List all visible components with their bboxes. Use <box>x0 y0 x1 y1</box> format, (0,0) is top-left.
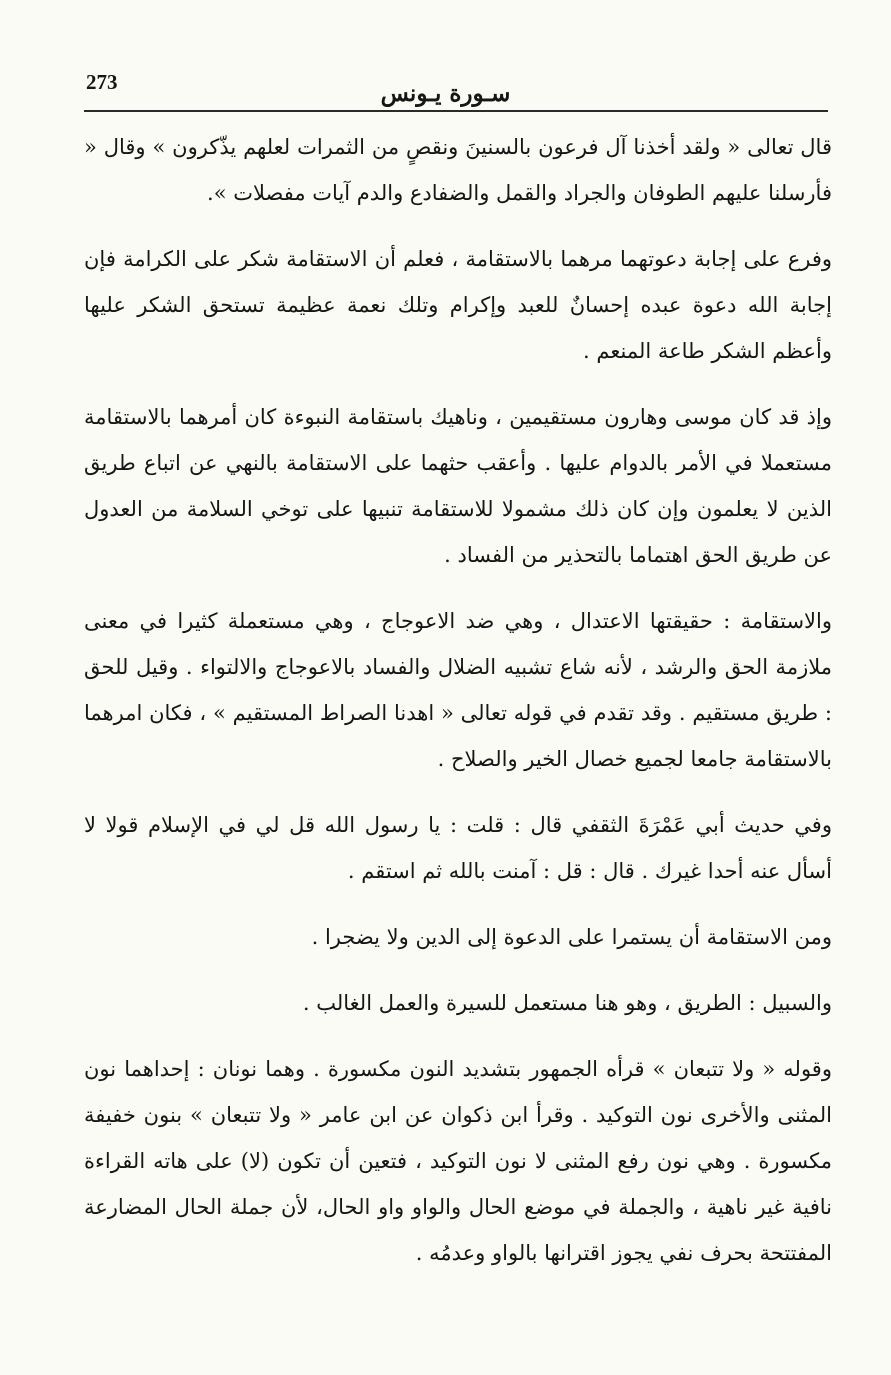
body-text <box>84 124 832 1276</box>
paragraph-3: وإذ قد كان موسى وهارون مستقيمين ، وناهيك باستقامة النبوءة كان أمرهما بالاستقامة مستعملا في الأمر بالدوام عليها . وأعقب حثهما على الاستقامة بالنهي عن اتباع طريق الذين لا يعلمون وإن كان ذلك مشمولا للاستقامة تنبيها على توخي السلامة من العدول عن طريق الحق اهتماما بالتحذير من الفساد . <box>84 405 832 567</box>
page-number: 273 <box>86 70 118 94</box>
paragraph-6: ومن الاستقامة أن يستمرا على الدعوة إلى الدين ولا يضجرا . <box>311 925 832 949</box>
paragraph-8: وقوله « ولا تتبعان » قرأه الجمهور بتشديد النون مكسورة . وهما نونان : إحداهما نون المثنى والأخرى نون التوكيد . وقرأ ابن ذكوان عن ابن عامر « ولا تتبعان » بنون خفيفة مكسورة . وهي نون رفع المثنى لا نون التوكيد ، فتعين أن تكون (لا) على هاته القراءة نافية غير ناهية ، والجملة في موضع الحال والواو واو الحال، لأن جملة الحال المضارعة المفتتحة بحرف نفي يجوز اقترانها بالواو وعدمُه . <box>84 1057 832 1265</box>
paragraph-7: والسبيل : الطريق ، وهو هنا مستعمل للسيرة والعمل الغالب . <box>302 991 832 1015</box>
paragraph-5: وفي حديث أبي عَمْرَةَ الثقفي قال : قلت : يا رسول الله قل لي في الإسلام قولا لا أسأل عنه أحدا غيرك . قال : قل : آمنت بالله ثم استقم . <box>84 813 832 883</box>
paragraph-4: والاستقامة : حقيقتها الاعتدال ، وهي ضد الاعوجاج ، وهي مستعملة كثيرا في معنى ملازمة الحق والرشد ، لأنه شاع تشبيه الضلال والفساد بالاعوجاج والالتواء . وقيل للحق : طريق مستقيم . وقد تقدم في قوله تعالى « اهدنا الصراط المستقيم » ، فكان امرهما بالاستقامة جامعا لجميع خصال الخير والصلاح . <box>84 609 832 771</box>
paragraph-2: وفرع على إجابة دعوتهما مرهما بالاستقامة ، فعلم أن الاستقامة شكر على الكرامة فإن إجابة الله دعوة عبده إحسانٌ للعبد وإكرام وتلك نعمة عظيمة تستحق الشكر عليها وأعظم الشكر طاعة المنعم . <box>84 247 832 363</box>
running-title: سـورة يـونس <box>380 80 511 107</box>
header-rule <box>84 110 828 112</box>
paragraph-1: قال تعالى « ولقد أخذنا آل فرعون بالسنينَ ونقصٍ من الثمرات لعلهم يذّكرون » وقال « فأرسلنا عليهم الطوفان والجراد والقمل والضفادع والدم آيات مفصلات ». <box>84 135 832 205</box>
